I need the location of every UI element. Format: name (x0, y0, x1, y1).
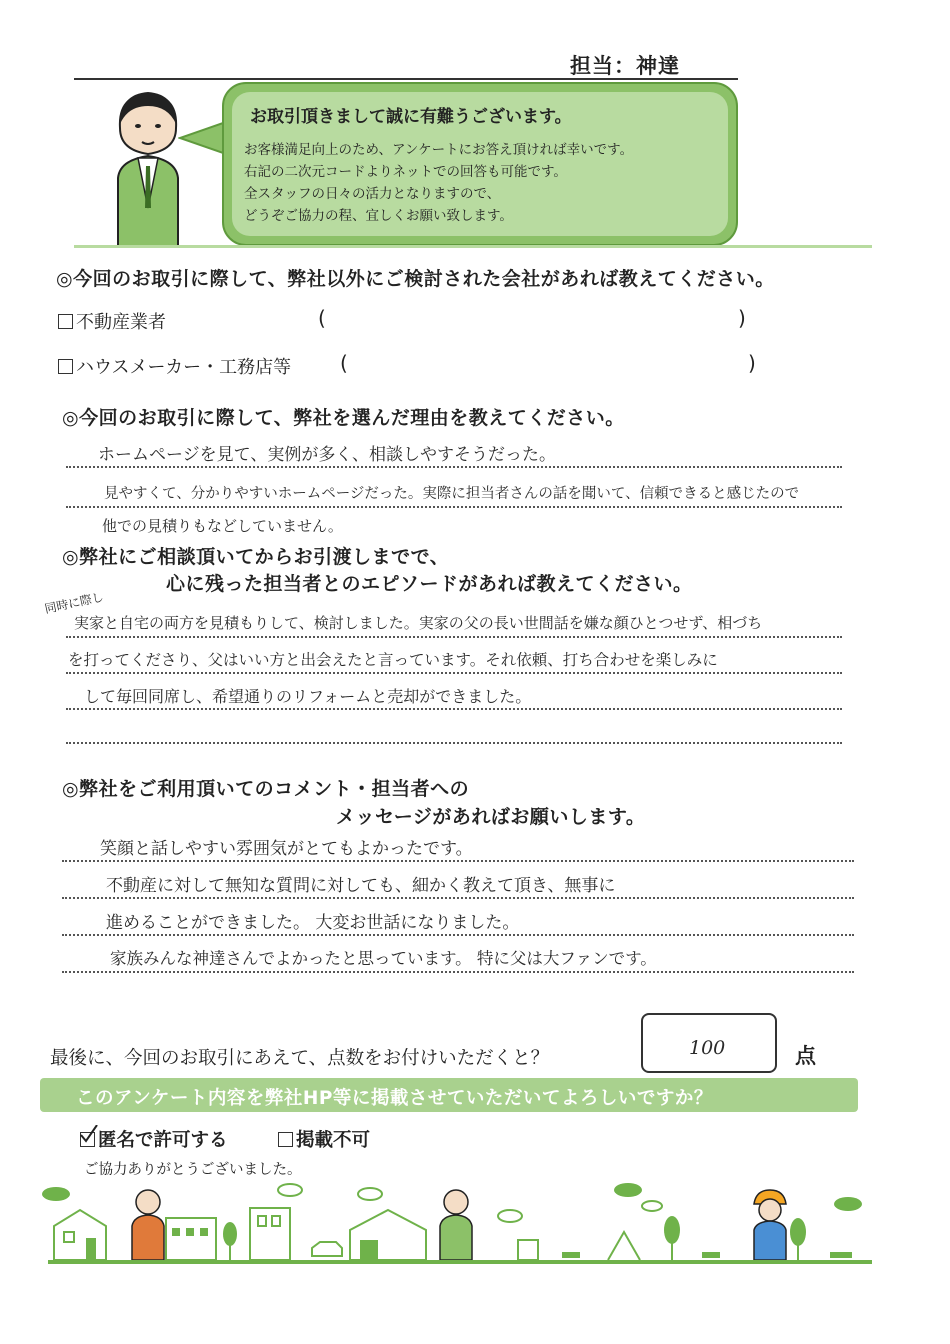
score-unit: 点 (795, 1044, 816, 1068)
q4-answer-3: 進めることができました。 大変お世話になりました。 (106, 913, 520, 933)
checkbox-checked-icon[interactable] (80, 1132, 95, 1147)
q4-title-line-2: メッセージがあればお願いします。 (336, 806, 646, 828)
score-value: 100 (689, 1037, 726, 1059)
q3-line-3 (66, 708, 842, 710)
q2-line-2 (66, 506, 842, 508)
bubble-tail-icon (178, 118, 228, 158)
q4-answer-1: 笑顔と話しやすい雰囲気がとてもよかったです。 (100, 839, 473, 859)
q2-title: ◎今回のお取引に際して、弊社を選んだ理由を教えてください。 (62, 407, 625, 429)
publish-banner-text: このアンケート内容を弊社HP等に掲載させていただいてよろしいですか？ (76, 1088, 713, 1109)
q3-note: 同時に際し (43, 589, 105, 617)
q2-line-1 (66, 466, 842, 468)
greeting-line-1: お客様満足向上のため、アンケートにお答え頂ければ幸いです。 (244, 142, 634, 158)
score-label: 最後に、今回のお取引にあえて、点数をお付けいただくと？ (50, 1048, 550, 1069)
q4-line-1 (62, 860, 854, 862)
q2-answer-2: 見やすくて、分かりやすいホームページだった。実際に担当者さんの話を聞いて、信頼できると感じたので (104, 486, 800, 502)
greeting-line-3: 全スタッフの日々の活力となりますので、 (244, 186, 501, 202)
q3-line-4 (66, 742, 842, 744)
q3-line-1 (66, 636, 842, 638)
q4-title-line-1: ◎弊社をご利用頂いてのコメント・担当者への (62, 778, 470, 800)
q2-answer-1: ホームページを見て、実例が多く、相談しやすそうだった。 (98, 445, 556, 465)
staff-label: 担当：神達 (570, 54, 680, 78)
q3-answer-2: を打ってくださり、父はいい方と出会えたと言っています。それ依頼、打ち合わせを楽しみに (68, 651, 718, 669)
q3-title-line-1: ◎弊社にご相談頂いてからお引渡しまでで、 (62, 546, 450, 568)
checkbox-icon[interactable] (58, 359, 73, 374)
header-rule (74, 78, 738, 80)
q2-answer-3: 他での見積りもなどしていません。 (102, 517, 343, 535)
greeting-title: お取引頂きまして誠に有難うございます。 (250, 107, 572, 127)
q1-paren-close-2: ) (748, 351, 756, 375)
publish-option-anonymous[interactable] (80, 1126, 228, 1152)
q3-line-2 (66, 672, 842, 674)
publish-option-decline-label: 掲載不可 (296, 1130, 371, 1151)
q4-line-4 (62, 971, 854, 973)
q4-line-2 (62, 897, 854, 899)
publish-option-anonymous-label: 匿名で許可する (98, 1130, 228, 1151)
q1-option-realestate-label: 不動産業者 (76, 312, 166, 333)
q3-title-line-2: 心に残った担当者とのエピソードがあれば教えてください。 (166, 573, 693, 595)
q4-answer-4: 家族みんな神達さんでよかったと思っています。 特に父は大ファンです。 (110, 949, 657, 968)
q1-option-housemaker[interactable] (58, 353, 291, 379)
staff-mascot-icon (108, 88, 188, 248)
q1-option-realestate[interactable] (58, 308, 166, 334)
greeting-divider (74, 245, 872, 248)
checkbox-icon[interactable] (58, 314, 73, 329)
greeting-line-2: 右記の二次元コードよりネットでの回答も可能です。 (244, 164, 567, 180)
q1-paren-open-1: ( (318, 306, 326, 330)
q1-title: ◎今回のお取引に際して、弊社以外にご検討された会社があれば教えてください。 (56, 268, 775, 290)
q1-paren-open-2: ( (340, 351, 348, 375)
greeting-bubble (222, 82, 738, 246)
publish-option-decline[interactable] (278, 1126, 370, 1152)
q1-paren-close-1: ) (738, 306, 746, 330)
town-illustration-icon (40, 1180, 880, 1272)
q3-answer-3: して毎回同席し、希望通りのリフォームと売却ができました。 (84, 687, 532, 706)
greeting-line-4: どうぞご協力の程、宜しくお願い致します。 (244, 208, 513, 224)
score-box[interactable] (641, 1013, 777, 1073)
publish-banner (40, 1078, 858, 1112)
q1-option-housemaker-label: ハウスメーカー・工務店等 (76, 357, 292, 378)
thanks-text: ご協力ありがとうございました。 (84, 1162, 302, 1178)
q4-line-3 (62, 934, 854, 936)
q3-answer-1: 実家と自宅の両方を見積もりして、検討しました。実家の父の長い世間話を嫌な顔ひとつせず、相づち (74, 614, 763, 632)
checkbox-icon[interactable] (278, 1132, 293, 1147)
q4-answer-2: 不動産に対して無知な質問に対しても、細かく教えて頂き、無事に (106, 876, 616, 896)
